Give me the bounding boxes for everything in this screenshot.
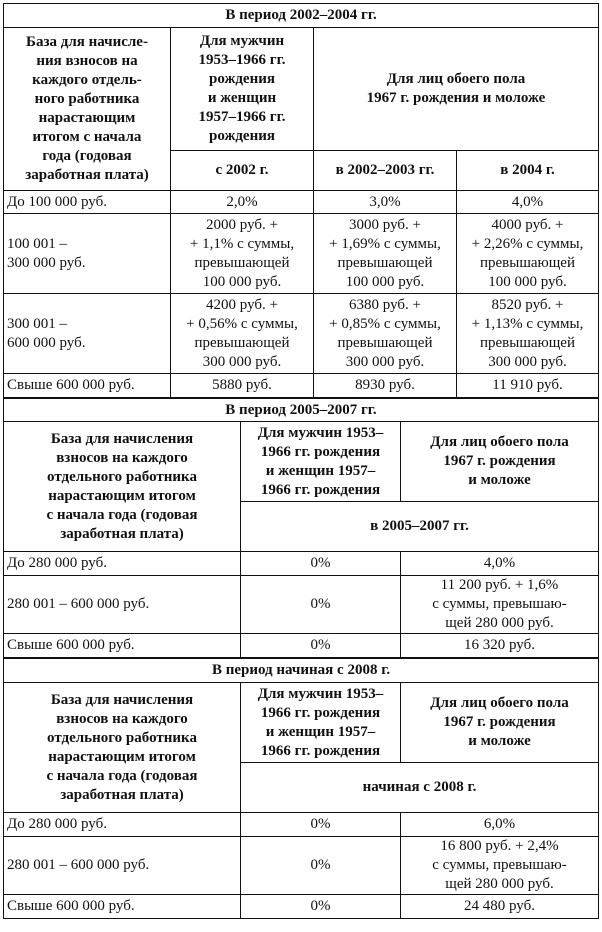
base-cell: 280 001 – 600 000 руб. [4, 576, 241, 634]
rate-cell: 4,0% [457, 191, 599, 214]
rate-cell: 11 200 руб. + 1,6% с суммы, превышаю- щей 280 000 руб. [401, 576, 599, 634]
table-2005-2007 [3, 398, 599, 658]
rate-cell: 11 910 руб. [457, 374, 599, 398]
base-cell: До 280 000 руб. [4, 552, 241, 576]
table-row [4, 374, 599, 398]
all-header: Для лиц обоего пола 1967 г. рождения и моложе [314, 28, 599, 151]
table-row [4, 294, 599, 374]
men-header: Для мужчин 1953–1966 гг. рождения и женщин 1957–1966 гг. рождения [171, 28, 314, 151]
rate-cell: 0% [241, 895, 401, 919]
rate-cell: 3000 руб. + + 1,69% с суммы, превышающей 100 000 руб. [314, 214, 457, 294]
rate-cell: 0% [241, 813, 401, 837]
table-row [4, 895, 599, 919]
rate-cell: 6,0% [401, 813, 599, 837]
base-header: База для начисле- ния взносов на каждого отдель- ного работника нарастающим итогом с начала года (годовая заработная плата) [4, 28, 171, 191]
base-header: База для начисления взносов на каждого отдельного работника нарастающим итогом с начала года (годовая заработная плата) [4, 683, 241, 813]
sub-header: в 2002–2003 гг. [314, 151, 457, 191]
sub-header: в 2005–2007 гг. [241, 502, 599, 552]
section-title: В период 2005–2007 гг. [4, 399, 599, 422]
base-cell: 280 001 – 600 000 руб. [4, 837, 241, 895]
table-row [4, 576, 599, 634]
rate-cell: 0% [241, 552, 401, 576]
rate-cell: 16 320 руб. [401, 634, 599, 658]
base-cell: 300 001 – 600 000 руб. [4, 294, 171, 374]
table-2002-2004 [3, 3, 599, 398]
rate-cell: 24 480 руб. [401, 895, 599, 919]
all-header: Для лиц обоего пола 1967 г. рождения и моложе [401, 683, 599, 763]
rate-cell: 8520 руб. + + 1,13% с суммы, превышающей 300 000 руб. [457, 294, 599, 374]
rate-cell: 4,0% [401, 552, 599, 576]
base-cell: 100 001 – 300 000 руб. [4, 214, 171, 294]
men-header: Для мужчин 1953– 1966 гг. рождения и женщин 1957– 1966 гг. рождения [241, 683, 401, 763]
sub-header: начиная с 2008 г. [241, 763, 599, 813]
base-cell: Свыше 600 000 руб. [4, 374, 171, 398]
base-cell: До 100 000 руб. [4, 191, 171, 214]
rate-cell: 8930 руб. [314, 374, 457, 398]
base-header: База для начисления взносов на каждого отдельного работника нарастающим итогом с начала года (годовая заработная плата) [4, 422, 241, 552]
rate-cell: 2,0% [171, 191, 314, 214]
rate-cell: 4200 руб. + + 0,56% с суммы, превышающей 300 000 руб. [171, 294, 314, 374]
sub-header: с 2002 г. [171, 151, 314, 191]
table-row [4, 191, 599, 214]
rate-cell: 5880 руб. [171, 374, 314, 398]
sub-header: в 2004 г. [457, 151, 599, 191]
all-header: Для лиц обоего пола 1967 г. рождения и моложе [401, 422, 599, 502]
base-cell: До 280 000 руб. [4, 813, 241, 837]
rate-cell: 0% [241, 634, 401, 658]
rate-cell: 2000 руб. + + 1,1% с суммы, превышающей 100 000 руб. [171, 214, 314, 294]
rate-cell: 6380 руб. + + 0,85% с суммы, превышающей 300 000 руб. [314, 294, 457, 374]
rate-cell: 4000 руб. + + 2,26% с суммы, превышающей 100 000 руб. [457, 214, 599, 294]
men-header: Для мужчин 1953– 1966 гг. рождения и женщин 1957– 1966 гг. рождения [241, 422, 401, 502]
table-row [4, 634, 599, 658]
table-row [4, 552, 599, 576]
contribution-rates-document [3, 3, 598, 919]
section-title: В период начиная с 2008 г. [4, 659, 599, 683]
table-row [4, 214, 599, 294]
rate-cell: 16 800 руб. + 2,4% с суммы, превышаю- щей 280 000 руб. [401, 837, 599, 895]
rate-cell: 0% [241, 576, 401, 634]
rate-cell: 3,0% [314, 191, 457, 214]
base-cell: Свыше 600 000 руб. [4, 634, 241, 658]
table-row [4, 837, 599, 895]
table-from-2008 [3, 658, 599, 919]
base-cell: Свыше 600 000 руб. [4, 895, 241, 919]
table-row [4, 813, 599, 837]
rate-cell: 0% [241, 837, 401, 895]
section-title: В период 2002–2004 гг. [4, 4, 599, 28]
